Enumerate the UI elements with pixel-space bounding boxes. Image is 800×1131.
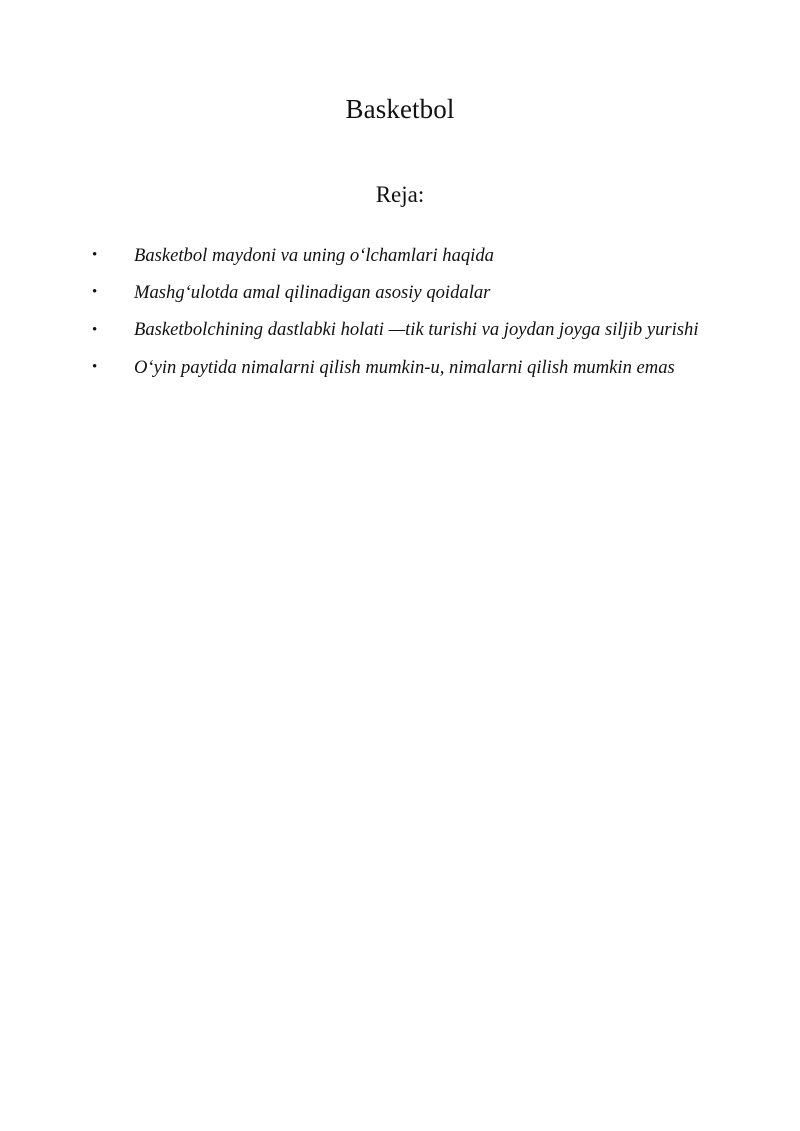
plan-list — [92, 237, 728, 386]
list-item-label: Mashgʻulotda amal qilinadigan asosiy qoidalar — [134, 282, 491, 304]
bullet-icon: • — [92, 284, 98, 301]
list-item — [92, 274, 728, 311]
plan-heading: Reja: — [375, 182, 425, 208]
bullet-icon: • — [92, 247, 98, 264]
bullet-icon: • — [92, 321, 98, 338]
bullet-icon: • — [92, 358, 98, 375]
list-item — [92, 349, 728, 386]
list-item-label: Basketbol maydoni va uning oʻlchamlari haqida — [134, 245, 494, 266]
list-item — [92, 237, 728, 274]
list-item — [92, 311, 728, 348]
page-title: Basketbol — [345, 94, 455, 125]
list-item-label: Basketbolchining dastlabki holati —tik turishi va joydan joyga siljib yurishi — [134, 319, 699, 341]
list-item-label: Oʻyin paytida nimalarni qilish mumkin-u, nimalarni qilish mumkin emas — [134, 356, 675, 378]
